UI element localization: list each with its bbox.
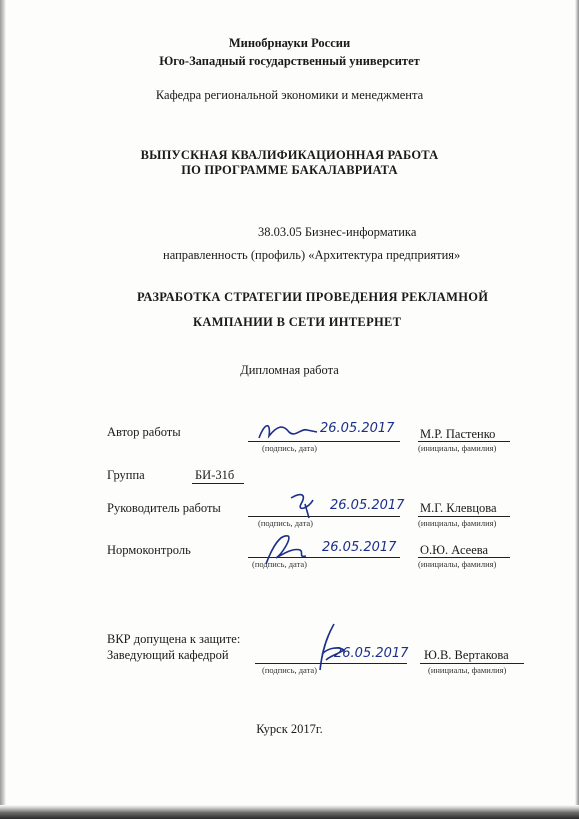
group-label: Группа xyxy=(107,468,145,482)
author-name: М.Р. Пастенко xyxy=(420,427,496,441)
normcontrol-sign-caption: (подпись, дата) xyxy=(252,559,308,569)
head-of-department-label: Заведующий кафедрой xyxy=(107,648,229,662)
normcontrol-name-caption: (инициалы, фамилия) xyxy=(418,559,497,569)
topic-line1: РАЗРАБОТКА СТРАТЕГИИ ПРОВЕДЕНИЯ РЕКЛАМНОЙ xyxy=(137,290,489,304)
head-name: Ю.В. Вертакова xyxy=(424,648,509,662)
author-name-line xyxy=(418,441,510,442)
document-type: Дипломная работа xyxy=(240,363,339,377)
city-year: Курск 2017г. xyxy=(256,722,323,736)
supervisor-name-line xyxy=(418,516,510,517)
head-date: 26.05.2017 xyxy=(334,646,409,661)
ministry-name: Минобрнауки России xyxy=(228,36,351,50)
page-edge-shadow xyxy=(575,0,579,819)
author-label: Автор работы xyxy=(107,425,181,439)
university-name: Юго-Западный государственный университет xyxy=(159,54,420,68)
normcontrol-name: О.Ю. Асеева xyxy=(420,543,489,557)
supervisor-name-caption: (инициалы, фамилия) xyxy=(418,518,497,528)
author-date: 26.05.2017 xyxy=(320,421,395,436)
author-sign-caption: (подпись, дата) xyxy=(262,443,318,453)
department-name: Кафедра региональной экономики и менеджмента xyxy=(155,88,424,102)
group-value: БИ-31б xyxy=(195,468,235,482)
work-title-line2: ПО ПРОГРАММЕ БАКАЛАВРИАТА xyxy=(181,163,398,177)
binding-shadow xyxy=(0,0,6,819)
work-title-line1: ВЫПУСКНАЯ КВАЛИФИКАЦИОННАЯ РАБОТА xyxy=(140,148,439,162)
specialty-code: 38.03.05 Бизнес-информатика xyxy=(258,225,417,239)
head-name-line xyxy=(420,663,524,664)
topic-line2: КАМПАНИИ В СЕТИ ИНТЕРНЕТ xyxy=(193,315,402,329)
admission-line: ВКР допущена к защите: xyxy=(107,632,241,646)
author-name-caption: (инициалы, фамилия) xyxy=(418,443,497,453)
supervisor-sign-caption: (подпись, дата) xyxy=(258,518,314,528)
group-line xyxy=(192,483,244,484)
normcontrol-name-line xyxy=(418,557,510,558)
supervisor-label: Руководитель работы xyxy=(107,501,221,515)
supervisor-date: 26.05.2017 xyxy=(330,498,405,513)
head-name-caption: (инициалы, фамилия) xyxy=(428,665,507,675)
specialty-profile: направленность (профиль) «Архитектура предприятия» xyxy=(163,248,461,262)
scan-bottom-edge xyxy=(0,805,579,819)
head-sign-caption: (подпись, дата) xyxy=(262,665,318,675)
normcontrol-date: 26.05.2017 xyxy=(322,540,397,555)
normcontrol-label: Нормоконтроль xyxy=(107,543,191,557)
supervisor-name: М.Г. Клевцова xyxy=(420,501,497,515)
